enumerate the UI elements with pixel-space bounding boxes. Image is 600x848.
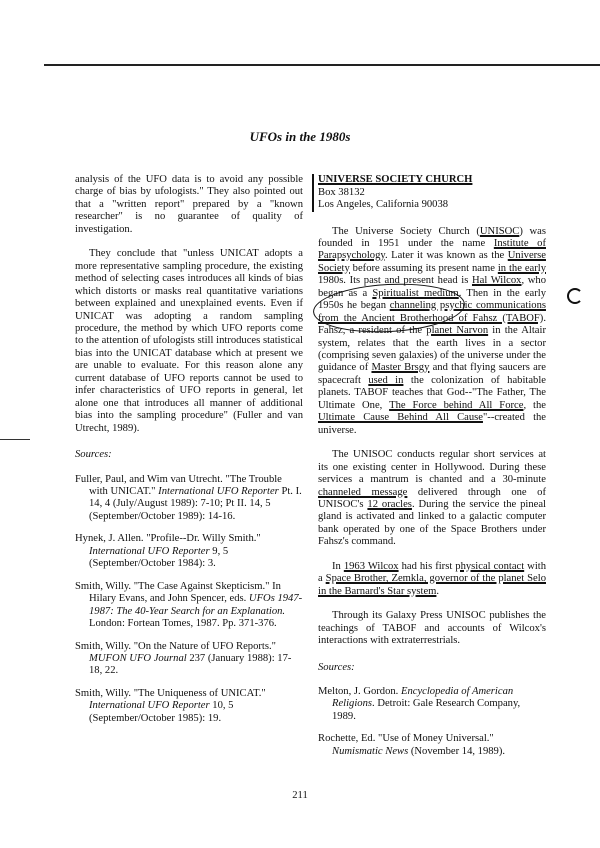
top-rule — [44, 64, 600, 66]
organization-address — [312, 174, 546, 212]
paragraph: The UNISOC conducts regular short services at its one existing center in Hollywood. During these services a mantrum is chanted and a 30-minute channeled message delivered through one of UNISOC's 12 oracles. During the service the pineal gland is activated and linked to a galactic computer bank operated by one of the Space Brothers under Fahsz's command. — [318, 449, 547, 548]
reference-item: Rochette, Ed. "Use of Money Universal." Numismatic News (November 14, 1989). — [318, 733, 506, 757]
reference-item: Smith, Willy. "On the Nature of UFO Reports." MUFON UFO Journal 237 (January 1988): 17-18, 22. — [75, 640, 292, 677]
left-column — [75, 174, 303, 735]
margin-c-mark — [567, 288, 583, 304]
page-number: 211 — [292, 790, 308, 801]
po-box: Box 38132 — [318, 186, 365, 198]
reference-item: Melton, J. Gordon. Encyclopedia of American Religions. Detroit: Gale Research Company, 1989. — [318, 686, 521, 722]
sources-heading: Sources: — [75, 449, 112, 461]
organization-name: UNIVERSE SOCIETY CHURCH — [318, 174, 473, 185]
paragraph: Through its Galaxy Press UNISOC publishes the teachings of TABOF and accounts of Wilcox's interactions with extraterrestrials. — [318, 610, 546, 647]
running-header: UFOs in the 1980s — [249, 129, 351, 144]
margin-tick-mark — [0, 439, 30, 440]
reference-item: Smith, Willy. "The Uniqueness of UNICAT." International UFO Reporter 10, 5 (September/October 1985): 19. — [75, 687, 266, 724]
right-column — [318, 174, 546, 768]
reference-item: Hynek, J. Allen. "Profile--Dr. Willy Smith." International UFO Reporter 9, 5 (September/October 1984): 3. — [75, 533, 261, 570]
reference-item: Smith, Willy. "The Case Against Skepticism." In Hilary Evans, and John Spencer, eds. UFOs 1947-1987: The 40-Year Search for an Explanation. London: Fortean Tomes, 1987. Pp. 371-376. — [75, 580, 303, 630]
paragraph: The Universe Society Church (UNISOC) was founded in 1951 under the name Institute of Parapsychology. Later it was known as the Universe Society before assuming its present name in the early 1980s. Its past and present head is Hal Wilcox, who began as a Spiritualist medium. Then in the early 1950s he began channeling psychic communications from the Ancient Brotherhood of Fahsz (TABOF). Fahsz, a resident of the planet Narvon in the Altair system, relates that the earth lives in a sector (comprising seven galaxies) of the universe under the guidance of Master Brsgy and that flying saucers are spacecraft used in the colonization of habitable planets. TABOF teaches that God--"The Father, The Ultimate One, The Force behind All Force, the Ultimate Cause Behind All Cause"--created the universe. — [318, 225, 547, 436]
paragraph: They conclude that "unless UNICAT adopts a more representative sampling procedure, the existing method of selecting cases introduces all kinds of bias which distorts or masks real quantitative variations between explained and unexplained events. Even if UNICAT was adopting a random sampling procedure, the method by which UFO reports come to the attention of ufologists still introduces statistical bias into the UNICAT database which at present we are unable to evaluate. For this reason alone any current database of UFO reports cannot be used to infer characteristics of UFO reports in general, let alone one that introduces all manner of additional bias into the sampling procedure" (Fuller and van Utrecht, 1989). — [75, 248, 303, 434]
reference-item: Fuller, Paul, and Wim van Utrecht. "The Trouble with UNICAT." International UFO Reporter Pt. I. 14, 4 (July/August 1989): 7-10; Pt II. 14, 5 (September/October 1989): 14-16. — [75, 473, 302, 522]
city-line: Los Angeles, California 90038 — [318, 199, 449, 210]
paragraph: analysis of the UFO data is to avoid any possible charge of bias by ufologists." They also pointed out that a "written report" prepared by a "known researcher" is no guarantee of quality of investigation. — [75, 174, 303, 235]
paragraph: In 1963 Wilcox had his first physical contact with a Space Brother, Zemkla, governor of the planet Selo in the Barnard's Star system. — [318, 560, 546, 597]
sources-heading: Sources: — [318, 661, 355, 673]
